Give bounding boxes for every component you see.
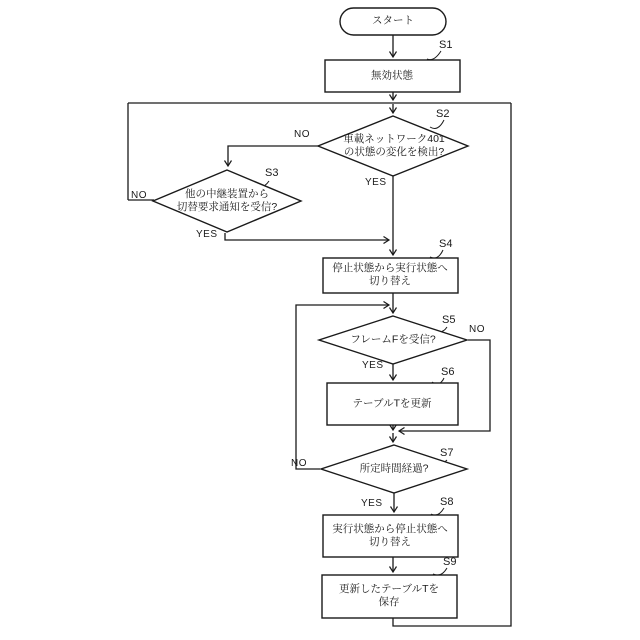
step-s4-id: S4 (439, 238, 453, 250)
step-s5-id: S5 (442, 314, 456, 326)
s2-yes-label: YES (365, 177, 387, 188)
step-s4-line1: 停止状態から実行状態へ (332, 262, 448, 274)
leader-s4 (430, 250, 443, 258)
leader-s9 (433, 568, 447, 575)
step-s6-text (353, 398, 432, 411)
step-s6-id: S6 (441, 366, 455, 378)
s5-yes-label: YES (362, 360, 384, 371)
s7-no-label: NO (291, 458, 307, 469)
step-s2-line2: の状態の変化を検出? (343, 146, 445, 158)
step-s5-text (350, 334, 435, 347)
step-s5-line1: フレームFを受信? (350, 333, 436, 346)
step-s3-line1: 他の中継装置から (185, 188, 269, 200)
step-s8-line2: 切り替え (369, 536, 411, 548)
step-s9-line1: 更新したテーブルTを (339, 583, 439, 595)
leader-s8 (431, 508, 444, 515)
step-s3-id: S3 (265, 167, 279, 179)
leader-s1 (427, 51, 441, 60)
step-s6-line1: テーブルTを更新 (352, 397, 432, 410)
step-s8-text (332, 523, 448, 549)
start-label-text: スタート (372, 14, 414, 27)
step-s9-id: S9 (443, 556, 457, 568)
s3-no-label: NO (131, 190, 147, 201)
step-s1-text (371, 70, 413, 83)
s7-yes-label: YES (361, 498, 383, 509)
step-s9-text (339, 583, 439, 609)
leader-s2 (430, 120, 444, 128)
step-s3-text (177, 188, 277, 214)
connector-s2-no (228, 146, 319, 166)
step-s2-id: S2 (436, 108, 450, 120)
s3-yes-label: YES (196, 229, 218, 240)
step-s4-line2: 切り替え (369, 275, 411, 287)
step-s4-text (332, 262, 448, 288)
step-s7-text (360, 463, 429, 476)
connector-s3-yes (225, 233, 389, 240)
step-s3-line2: 切替要求通知を受信? (176, 201, 278, 213)
step-s9-line2: 保存 (378, 596, 400, 608)
step-s1-id: S1 (439, 39, 453, 51)
step-s2-text (343, 133, 445, 159)
s5-no-label: NO (469, 324, 485, 335)
step-s1-line1: 無効状態 (371, 69, 413, 82)
step-s8-line1: 実行状態から停止状態へ (332, 523, 448, 535)
step-s8-id: S8 (440, 496, 454, 508)
step-s2-line1: 車載ネットワーク401 (343, 133, 445, 145)
step-s7-id: S7 (440, 447, 454, 459)
start-label (372, 15, 414, 28)
step-s7-line1: 所定時間経過? (359, 462, 429, 475)
s2-no-label: NO (294, 129, 310, 140)
